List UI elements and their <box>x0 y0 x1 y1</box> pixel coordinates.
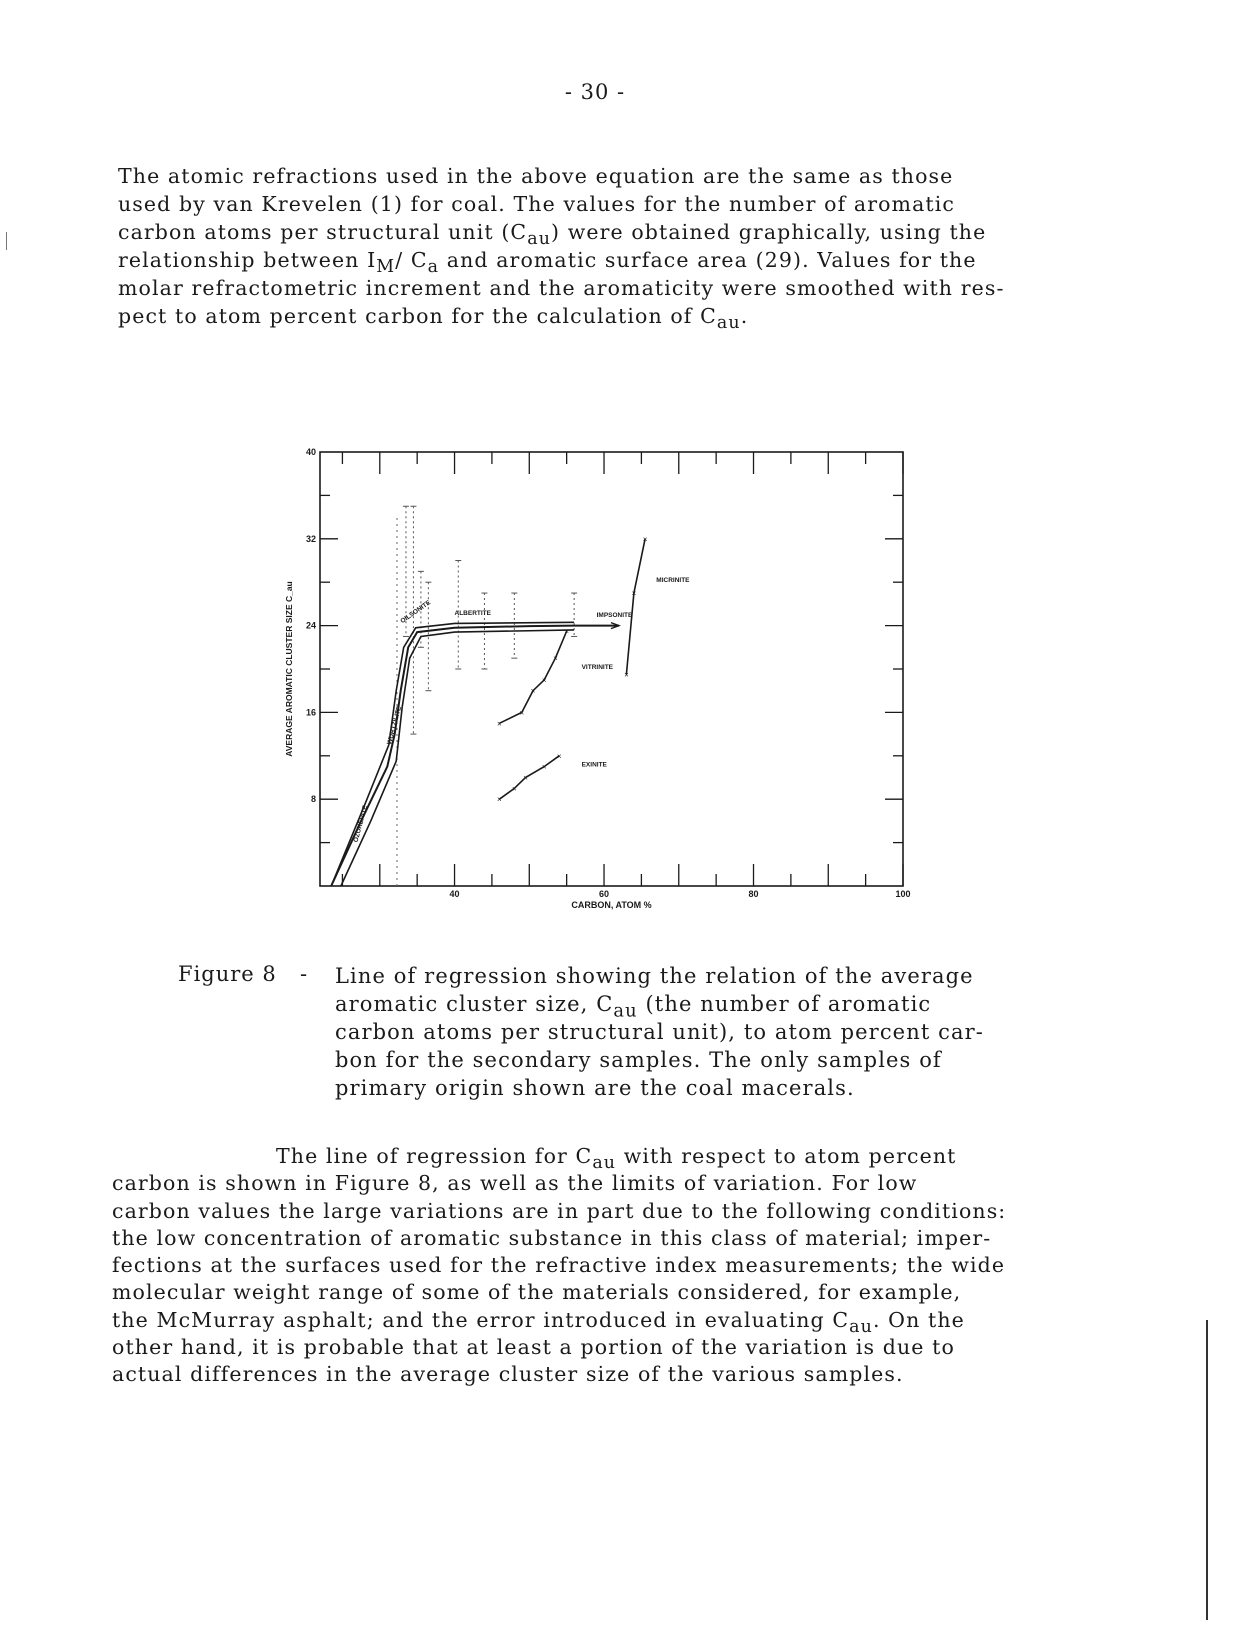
paragraph-2-line: carbon is shown in Figure 8, as well as the limits of variation. For low <box>112 1171 918 1196</box>
paragraph-2-line: actual differences in the average cluster size of the various samples. <box>112 1362 904 1387</box>
maceral-point: × <box>541 762 547 772</box>
limit-line <box>341 630 574 886</box>
x-axis-title: CARBON, ATOM % <box>571 900 652 910</box>
caption-line: bon for the secondary samples. The only samples of <box>335 1048 942 1072</box>
x-tick-label: 40 <box>449 889 460 899</box>
limit-line <box>331 622 574 886</box>
series-label: OILSONITE <box>399 599 433 626</box>
y-tick-label: 24 <box>305 620 316 631</box>
scan-mark <box>6 232 7 250</box>
y-tick-label: 8 <box>310 794 316 805</box>
series-label: OZOKERITE <box>352 804 370 844</box>
paragraph-1-line: molar refractometric increment and the aromaticity were smoothed with res- <box>118 276 1005 300</box>
maceral-point: × <box>530 686 536 696</box>
x-tick-label: 60 <box>599 889 610 899</box>
series-label: ALBERTITE <box>454 609 491 617</box>
maceral-line <box>499 631 566 723</box>
caption-line: Line of regression showing the relation of the average <box>335 964 974 988</box>
caption-label: Figure 8 <box>178 962 277 986</box>
caption-line: carbon atoms per structural unit), to atom percent car- <box>335 1020 984 1044</box>
scan-edge-line <box>1206 1320 1208 1620</box>
maceral-point: × <box>564 627 569 637</box>
paragraph-2-line: molecular weight range of some of the materials considered, for example, <box>112 1280 962 1305</box>
x-tick-label: 100 <box>895 889 911 899</box>
y-tick-label: 32 <box>305 533 316 544</box>
paragraph-1-line: relationship between $I_M/$ $C_a$ and aromatic surface area (29). Values for the <box>118 248 977 278</box>
maceral-point: × <box>519 708 525 718</box>
paragraph-2 <box>112 1143 1072 1389</box>
caption-text <box>335 962 1015 1102</box>
maceral-point: × <box>631 589 637 599</box>
caption-dash: - <box>300 962 308 986</box>
maceral-point: × <box>497 795 502 805</box>
regression-line <box>331 626 619 886</box>
maceral-point: × <box>556 751 562 761</box>
figure-8-chart <box>270 440 950 930</box>
series-label: VITRINITE <box>581 664 614 671</box>
paragraph-2-line: carbon values the large variations are in part due to the following conditions: <box>112 1198 1007 1223</box>
y-axis-title: AVERAGE AROMATIC CLUSTER SIZE C_au <box>284 581 294 757</box>
paragraph-1-line: carbon atoms per structural unit $(C_{au})$ were obtained graphically, using the <box>118 220 987 250</box>
figure-8 <box>270 440 950 930</box>
caption-line: primary origin shown are the coal macerals. <box>335 1076 855 1100</box>
maceral-point: × <box>497 719 502 729</box>
paragraph-2-line: fections at the surfaces used for the refractive index measurements; the wide <box>112 1253 1006 1278</box>
maceral-point: × <box>553 654 558 664</box>
maceral-point: × <box>523 773 528 783</box>
caption-line: aromatic cluster size, $C_{au}$ (the number of aromatic <box>335 992 932 1022</box>
maceral-point: × <box>511 784 517 794</box>
paragraph-2-line: the low concentration of aromatic substance in this class of material; imper- <box>112 1225 992 1250</box>
maceral-point: × <box>642 534 648 544</box>
series-label: EXINITE <box>581 761 607 769</box>
maceral-point: × <box>624 670 629 680</box>
paragraph-2-line: The line of regression for $C_{au}$ with respect to atom percent <box>276 1144 957 1174</box>
paragraph-1-line: used by van Krevelen (1) for coal. The values for the number of aromatic <box>118 192 955 216</box>
maceral-line <box>626 539 645 675</box>
y-tick-label: 16 <box>305 707 316 718</box>
x-tick-label: 80 <box>748 889 759 899</box>
maceral-point: × <box>541 675 547 685</box>
series-label: IMPSONITE <box>596 611 633 619</box>
paragraph-1-line: pect to atom percent carbon for the calculation of $C_{au}$. <box>118 304 749 334</box>
maceral-line <box>499 756 559 799</box>
paragraph-1-line: The atomic refractions used in the above equation are the same as those <box>118 164 954 188</box>
paragraph-2-line: the McMurray asphalt; and the error introduced in evaluating $C_{au}$. On the <box>112 1307 965 1337</box>
series-label: MICRINITE <box>656 577 690 585</box>
page-number: - 30 - <box>564 80 626 104</box>
paragraph-2-line: other hand, it is probable that at least a portion of the variation is due to <box>112 1335 955 1360</box>
paragraph-1 <box>118 162 1078 334</box>
series-label: WURTZILITE <box>386 705 404 746</box>
y-tick-label: 40 <box>305 447 316 457</box>
